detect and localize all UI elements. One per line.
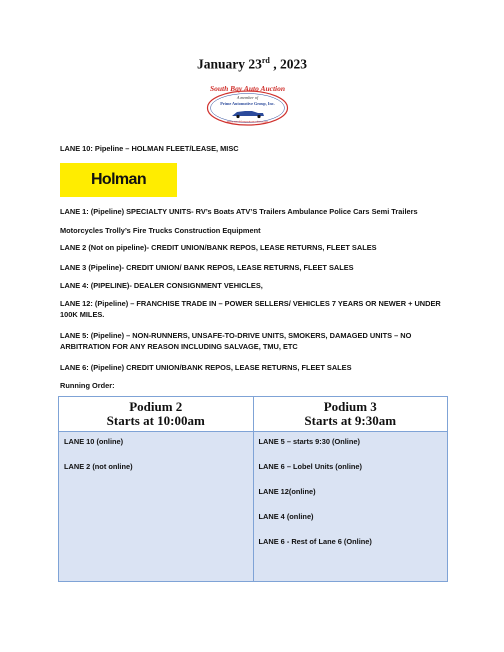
podium-2-lanes bbox=[59, 432, 254, 582]
date-year: , 2023 bbox=[269, 56, 307, 72]
lane-5-text: LANE 5: (Pipeline) – NON-RUNNERS, UNSAFE-TO-DRIVE UNITS, SMOKERS, DAMAGED UNITS – NO ARBITRATION FOR ANY REASON INCLUDING SALVAGE, TMU, ETC bbox=[60, 331, 412, 351]
list-item: LANE 6 – Lobel Units (online) bbox=[258, 462, 362, 471]
page-title bbox=[0, 56, 504, 73]
lane-4-text: LANE 4: (PIPELINE)- DEALER CONSIGNMENT VEHICLES, bbox=[60, 281, 263, 290]
list-item: LANE 2 (not online) bbox=[64, 462, 133, 471]
logo-website: www.southbayautoauction.com bbox=[226, 119, 269, 124]
podium-3-header bbox=[253, 397, 448, 432]
lane-1-text: LANE 1: (Pipeline) SPECIALTY UNITS- RV’s Boats ATV’S Trailers Ambulance Police Cars Semi Trailers bbox=[60, 207, 418, 216]
podium-2-header bbox=[59, 397, 254, 432]
podium-3-title: Podium 3 bbox=[323, 399, 377, 414]
running-order-table bbox=[58, 396, 448, 582]
list-item: LANE 12(online) bbox=[258, 487, 316, 496]
logo-name: South Bay Auto Auction bbox=[209, 84, 286, 93]
logo-tagline: A member of bbox=[236, 95, 259, 100]
list-item: LANE 10 (online) bbox=[64, 437, 124, 446]
podium-3-lanes bbox=[253, 432, 448, 582]
list-item: LANE 6 - Rest of Lane 6 (Online) bbox=[258, 537, 372, 546]
table-row bbox=[59, 432, 448, 582]
holman-logo-text: Holman bbox=[90, 171, 147, 188]
lane-10-text: LANE 10: Pipeline – HOLMAN FLEET/LEASE, MISC bbox=[60, 144, 239, 153]
logo-group: Prime Automotive Group, Inc. bbox=[220, 101, 275, 106]
podium-2-title: Podium 2 bbox=[129, 399, 183, 414]
table-header-row bbox=[59, 397, 448, 432]
lane-1-text-continued: Motorcycles Trolly’s Fire Trucks Construction Equipment bbox=[60, 226, 261, 235]
south-bay-auto-auction-logo bbox=[205, 82, 290, 128]
holman-logo bbox=[60, 163, 177, 197]
date-superscript: rd bbox=[261, 56, 270, 65]
list-item: LANE 5 – starts 9:30 (Online) bbox=[258, 437, 360, 446]
lane-12-text: LANE 12: (Pipeline) – FRANCHISE TRADE IN – POWER SELLERS/ VEHICLES 7 YEARS OR NEWER + UNDER 100K MILES. bbox=[60, 299, 441, 319]
date-text: January 23 bbox=[196, 56, 262, 72]
list-item: LANE 4 (online) bbox=[258, 512, 314, 521]
lane-3-text: LANE 3 (Pipeline)- CREDIT UNION/ BANK REPOS, LEASE RETURNS, FLEET SALES bbox=[60, 263, 354, 272]
podium-3-start-time: Starts at 9:30am bbox=[304, 413, 397, 428]
running-order-label: Running Order: bbox=[60, 381, 115, 390]
lane-6-text: LANE 6: (Pipeline) CREDIT UNION/BANK REPOS, LEASE RETURNS, FLEET SALES bbox=[60, 363, 352, 372]
lane-2-text: LANE 2 (Not on pipeline)- CREDIT UNION/BANK REPOS, LEASE RETURNS, FLEET SALES bbox=[60, 243, 377, 252]
podium-2-start-time: Starts at 10:00am bbox=[106, 413, 205, 428]
